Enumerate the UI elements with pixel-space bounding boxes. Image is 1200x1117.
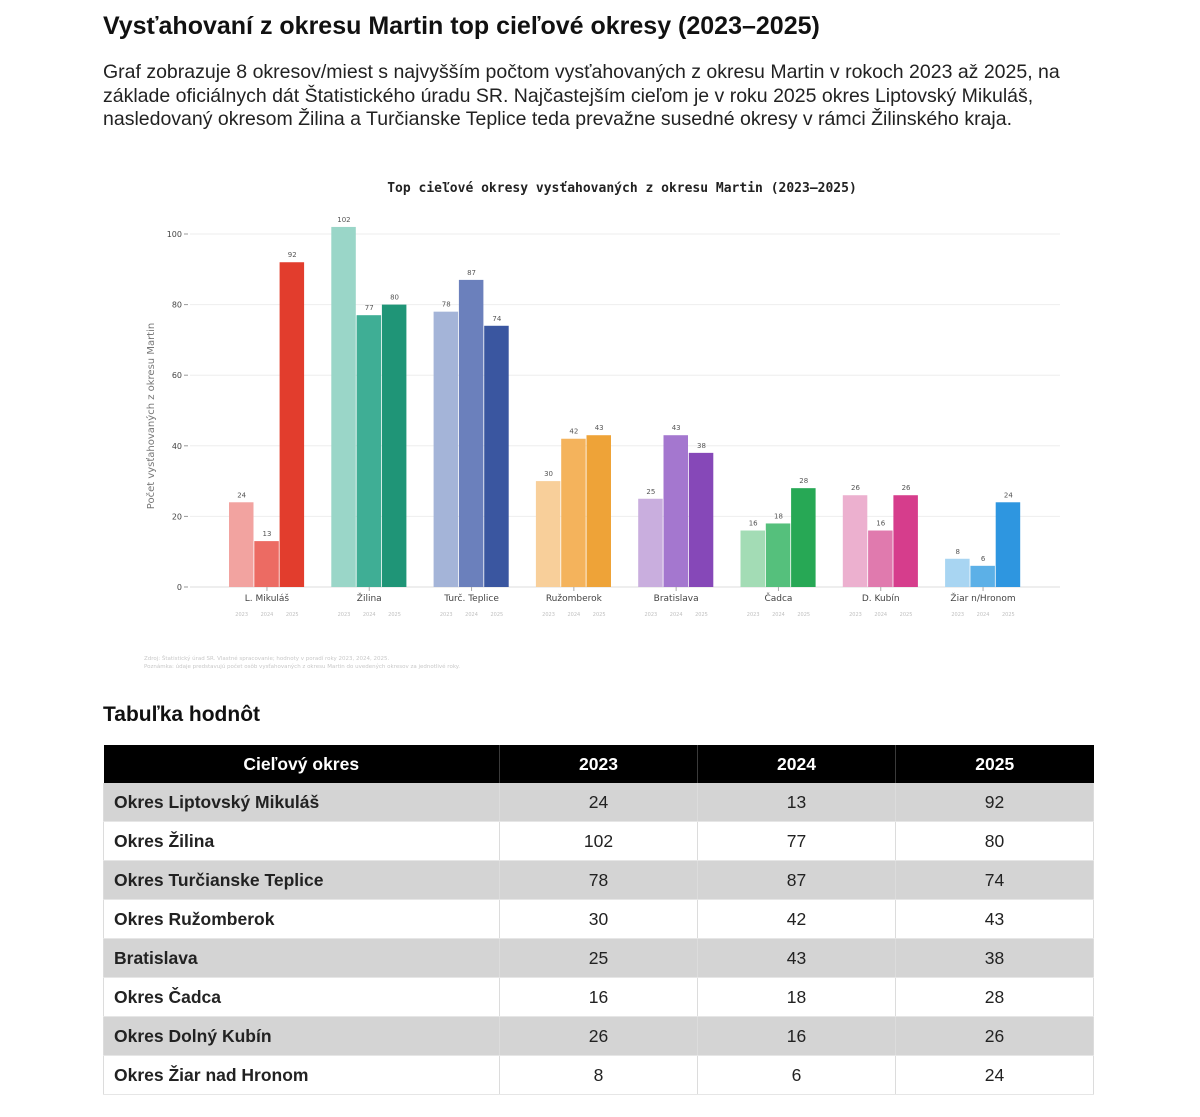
bar <box>587 435 612 587</box>
year-tick-label: 2025 <box>285 612 299 618</box>
table-row <box>104 900 1094 939</box>
table-cell-value: 42 <box>698 900 896 939</box>
table-row <box>104 978 1094 1017</box>
bar <box>689 453 714 587</box>
x-tick-label: L. Mikuláš <box>244 594 290 604</box>
bar-value-label: 24 <box>237 491 247 500</box>
y-tick-label: 80 <box>171 300 182 310</box>
x-tick-label: Bratislava <box>653 594 699 604</box>
bar-value-label: 16 <box>748 519 758 528</box>
table-cell-district: Okres Čadca <box>104 978 500 1017</box>
bar <box>331 227 356 587</box>
bar-value-label: 38 <box>696 441 706 450</box>
year-tick-label: 2024 <box>260 612 274 618</box>
table-cell-value: 16 <box>698 1017 896 1056</box>
x-axis-ticks <box>235 587 1015 618</box>
table-cell-district: Okres Žilina <box>104 822 500 861</box>
bar <box>536 481 561 587</box>
table-cell-value: 13 <box>698 783 896 822</box>
values-table <box>103 745 1094 1095</box>
bar <box>254 541 278 587</box>
table-cell-value: 92 <box>896 783 1094 822</box>
bar-value-label: 92 <box>287 251 297 260</box>
table-cell-value: 80 <box>896 822 1094 861</box>
bar-value-label: 80 <box>390 293 400 302</box>
table-row <box>104 822 1094 861</box>
table-title: Tabuľka hodnôt <box>103 703 261 726</box>
bar <box>561 439 586 587</box>
y-tick-label: 20 <box>171 512 182 522</box>
table-row <box>104 783 1094 822</box>
bar <box>664 435 689 587</box>
column-header-2025: 2025 <box>896 745 1094 783</box>
year-tick-label: 2023 <box>746 612 760 618</box>
column-header-2023: 2023 <box>500 745 698 783</box>
x-tick-label: Ružomberok <box>545 594 602 604</box>
year-tick-label: 2025 <box>490 612 504 618</box>
table-cell-value: 24 <box>896 1056 1094 1095</box>
column-header-district: Cieľový okres <box>104 745 500 783</box>
bar-value-label: 6 <box>980 554 986 563</box>
x-tick-label: Žiar n/Hronom <box>950 594 1016 604</box>
table-cell-value: 28 <box>896 978 1094 1017</box>
table-cell-value: 30 <box>500 900 698 939</box>
bar <box>484 326 509 587</box>
bar <box>434 312 459 587</box>
table-cell-value: 6 <box>698 1056 896 1095</box>
table-cell-value: 78 <box>500 861 698 900</box>
bar-value-label: 8 <box>955 547 960 556</box>
bar-value-label: 16 <box>876 519 886 528</box>
year-tick-label: 2024 <box>362 612 376 618</box>
year-tick-label: 2024 <box>772 612 785 618</box>
year-tick-label: 2025 <box>592 612 606 618</box>
table-cell-district: Okres Dolný Kubín <box>104 1017 500 1056</box>
bar-value-label: 13 <box>262 530 272 539</box>
bar <box>893 495 918 587</box>
bar <box>229 502 254 587</box>
table-row <box>104 939 1094 978</box>
y-tick-label: 100 <box>166 230 182 239</box>
year-tick-label: 2025 <box>899 612 913 618</box>
bar <box>382 305 407 587</box>
column-header-2024: 2024 <box>698 745 896 783</box>
bar <box>843 495 868 587</box>
year-tick-label: 2023 <box>337 612 351 618</box>
bar <box>766 523 791 587</box>
bar <box>638 499 663 587</box>
year-tick-label: 2024 <box>874 612 888 618</box>
year-tick-label: 2024 <box>567 612 581 618</box>
bar <box>280 262 305 587</box>
bar <box>459 280 484 587</box>
table-cell-district: Okres Liptovský Mikuláš <box>104 783 500 822</box>
x-tick-label: Turč. Teplice <box>444 594 499 604</box>
table-row <box>104 1017 1094 1056</box>
bar <box>791 488 816 587</box>
bar-value-label: 28 <box>799 477 809 486</box>
year-tick-label: 2025 <box>388 612 401 618</box>
chart-footnote-line-2: Poznámka: údaje predstavujú počet osôb vysťahovaných z okresu Martin do uvedených okresov za jednotlivé roky. <box>144 664 461 670</box>
year-tick-label: 2024 <box>976 612 990 618</box>
bar <box>970 566 995 587</box>
bar-value-label: 30 <box>544 470 554 479</box>
y-axis-ticks <box>167 230 188 592</box>
table-cell-value: 43 <box>698 939 896 978</box>
y-tick-label: 40 <box>171 441 182 451</box>
bar-value-label: 24 <box>1003 491 1013 500</box>
bar-value-label: 74 <box>492 314 502 323</box>
bar <box>357 315 382 587</box>
table-cell-district: Okres Turčianske Teplice <box>104 861 500 900</box>
table-cell-value: 77 <box>698 822 896 861</box>
bar-value-label: 43 <box>594 424 604 433</box>
table-cell-value: 87 <box>698 861 896 900</box>
chart-title: Top cieľové okresy vysťahovaných z okresu Martin (2023–2025) <box>387 181 857 196</box>
table-cell-value: 102 <box>500 822 698 861</box>
table-cell-value: 74 <box>896 861 1094 900</box>
year-tick-label: 2025 <box>797 612 811 618</box>
table-cell-value: 8 <box>500 1056 698 1095</box>
year-tick-label: 2024 <box>465 612 478 618</box>
bar-value-label: 18 <box>773 512 783 521</box>
year-tick-label: 2023 <box>439 612 453 618</box>
grid-lines <box>190 234 1060 587</box>
year-tick-label: 2023 <box>849 612 862 618</box>
table-row <box>104 861 1094 900</box>
x-tick-label: Žilina <box>356 594 382 604</box>
table-cell-value: 16 <box>500 978 698 1017</box>
y-tick-label: 0 <box>176 583 182 592</box>
x-tick-label: Čadca <box>764 594 793 604</box>
table-cell-value: 25 <box>500 939 698 978</box>
table-cell-district: Okres Žiar nad Hronom <box>104 1056 500 1095</box>
year-tick-label: 2023 <box>235 612 249 618</box>
table-cell-value: 18 <box>698 978 896 1017</box>
bar-value-label: 77 <box>364 304 374 313</box>
intro-paragraph: Graf zobrazuje 8 okresov/miest s najvyšším počtom vysťahovaných z okresu Martin v rokoch 2023 až 2025, na základe oficiálnych dát Štatistického úradu SR. Najčastejším cieľom je v roku 2025 okres Liptovský Mikuláš, nasledovaný okresom Žilina a Turčianske Teplice teda prevažne susedné okresy v rámci Žilinského kraja. <box>103 61 1060 130</box>
bar-value-label: 26 <box>850 484 860 493</box>
table-cell-district: Okres Ružomberok <box>104 900 500 939</box>
table-cell-value: 38 <box>896 939 1094 978</box>
year-tick-label: 2025 <box>1001 612 1015 618</box>
bar-value-label: 25 <box>646 487 656 496</box>
year-tick-label: 2025 <box>695 612 708 618</box>
table-cell-district: Bratislava <box>104 939 500 978</box>
y-axis-label: Počet vysťahovaných z okresu Martin <box>146 322 157 510</box>
bar <box>945 559 970 587</box>
y-tick-label: 60 <box>171 371 182 381</box>
bar <box>741 531 766 587</box>
x-tick-label: D. Kubín <box>861 594 900 604</box>
bar-value-label: 102 <box>337 215 351 224</box>
page-title: Vysťahovaní z okresu Martin top cieľové okresy (2023–2025) <box>103 12 820 40</box>
table-header-row <box>104 745 1094 783</box>
bars <box>229 227 1020 587</box>
table-cell-value: 26 <box>896 1017 1094 1056</box>
year-tick-label: 2023 <box>644 612 658 618</box>
table-cell-value: 26 <box>500 1017 698 1056</box>
chart-footnote-line-1: Zdroj: Štatistický úrad SR. Vlastné spracovanie; hodnoty v poradí roky 2023, 2024, 2025. <box>144 656 390 662</box>
bar <box>868 531 893 587</box>
bar-value-label: 43 <box>671 424 681 433</box>
bar-value-label: 87 <box>467 268 477 277</box>
year-tick-label: 2023 <box>542 612 555 618</box>
table-cell-value: 43 <box>896 900 1094 939</box>
bar-chart <box>100 168 1100 678</box>
table-row <box>104 1056 1094 1095</box>
table-cell-value: 24 <box>500 783 698 822</box>
year-tick-label: 2023 <box>951 612 965 618</box>
bar-value-label: 78 <box>441 300 451 309</box>
bar <box>996 502 1021 587</box>
bar-value-label: 26 <box>901 484 911 493</box>
bar-value-label: 42 <box>569 427 579 436</box>
year-tick-label: 2024 <box>669 612 683 618</box>
